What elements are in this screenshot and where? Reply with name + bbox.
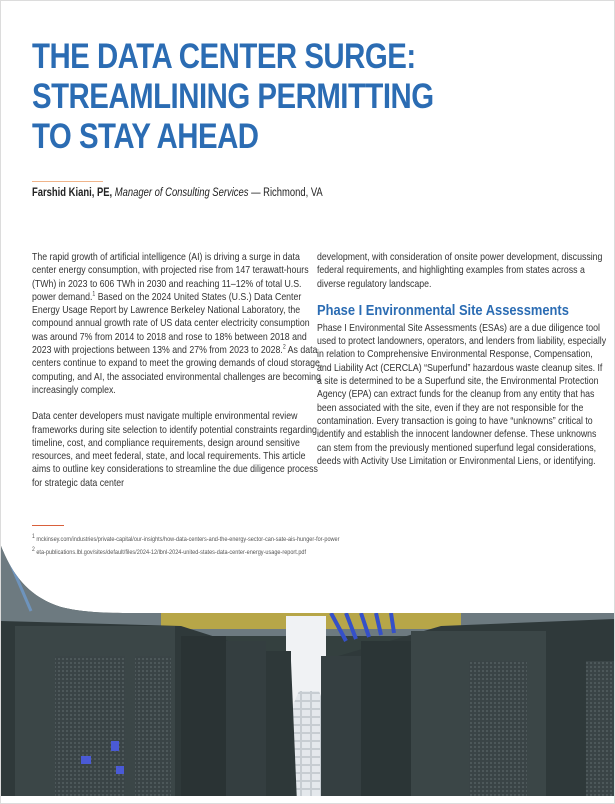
page-title bbox=[32, 37, 434, 157]
footnote-ref-2[interactable]: 2 bbox=[282, 344, 286, 351]
footnote-number: 2 bbox=[32, 546, 35, 553]
accent-divider bbox=[32, 181, 103, 182]
esa-paragraph: Phase I Environmental Site Assessments (ESAs) are a due diligence tool used to protect landowners, operators, and lenders from liability, especially in relation to Comprehensive Environmental Response, Compensation, and Liability Act (CERCLA) “Superfund” hazardous waste cleanup sites. If a site is determined to be a Superfund site, the Environmental Protection Agency (EPA) can extract funds for the cleanup from any entity that has been associated with the site, even if they are not responsible for the contamination. Every transaction is going to have “unknowns” critical to identify and establish the innocent landowner defense. These unknowns can stem from the previously mentioned superfund legal considerations, deeds with Activity Use Limitation or Environmental Liens, or identifying. bbox=[317, 322, 607, 467]
body-column-right bbox=[317, 251, 607, 468]
intro-text-c: As data centers continue to expand to meet the growing demands of cloud storage, computing, and AI, the associated environmental challenges are becoming increasingly complex. bbox=[32, 345, 323, 396]
data-center-photo bbox=[1, 541, 614, 803]
footnote-ref-1[interactable]: 1 bbox=[92, 291, 96, 298]
title-line-1: THE DATA CENTER SURGE: bbox=[32, 37, 416, 76]
byline bbox=[32, 187, 323, 199]
footnote-link[interactable]: mckinsey.com/industries/private-capital/our-insights/how-data-centers-and-the-energy-sector-can-sate-ais-hunger-for-power bbox=[34, 536, 340, 543]
developers-paragraph: Data center developers must navigate multiple environmental review frameworks during site selection to identify potential constraints regarding timeline, cost, and compliance requirements, design around sensitive resources, and meet federal, state, and local requirements. This article aims to outline key considerations to streamline the due diligence process for strategic data center bbox=[32, 411, 318, 489]
footnote-number: 1 bbox=[32, 533, 35, 540]
title-line-3: TO STAY AHEAD bbox=[32, 117, 259, 156]
intro-text-a: The rapid growth of artificial intelligence (AI) is driving a surge in data center energy consumption, with projected rise from 147 terawatt-hours (TWh) in 2023 to 606 TWh in 2030 and reaching 11–12% of total U.S. power demand. bbox=[32, 252, 309, 303]
continued-paragraph: development, with consideration of onsite power development, discussing federal requirements, and highlighting examples from states across a diverse regulatory landscape. bbox=[317, 252, 603, 290]
author-location: — Richmond, VA bbox=[251, 187, 323, 199]
author-name: Farshid Kiani, PE, bbox=[32, 187, 113, 199]
intro-text-b: Based on the 2024 United States (U.S.) Data Center Energy Usage Report by Lawrence Berkeley National Laboratory, the compound annual growth rate of US data center electricity consumption was around 7% from 2014 to 2018 and rose to 18% between 2018 and 2023 with projections between 13% and 27% from 2023 to 2028. bbox=[32, 291, 310, 357]
footnote-link[interactable]: eta-publications.lbl.gov/sites/default/files/2024-12/lbnl-2024-united-states-data-center-energy-usage-report.pdf bbox=[34, 549, 307, 556]
title-line-2: STREAMLINING PERMITTING bbox=[32, 77, 434, 116]
author-role: Manager of Consulting Services bbox=[114, 187, 249, 199]
intro-paragraph bbox=[32, 251, 324, 397]
section-heading: Phase I Environmental Site Assessments bbox=[317, 301, 569, 319]
section-phase-1-esa bbox=[317, 302, 607, 468]
footnote-divider bbox=[32, 525, 64, 526]
body-column-left bbox=[32, 251, 322, 490]
